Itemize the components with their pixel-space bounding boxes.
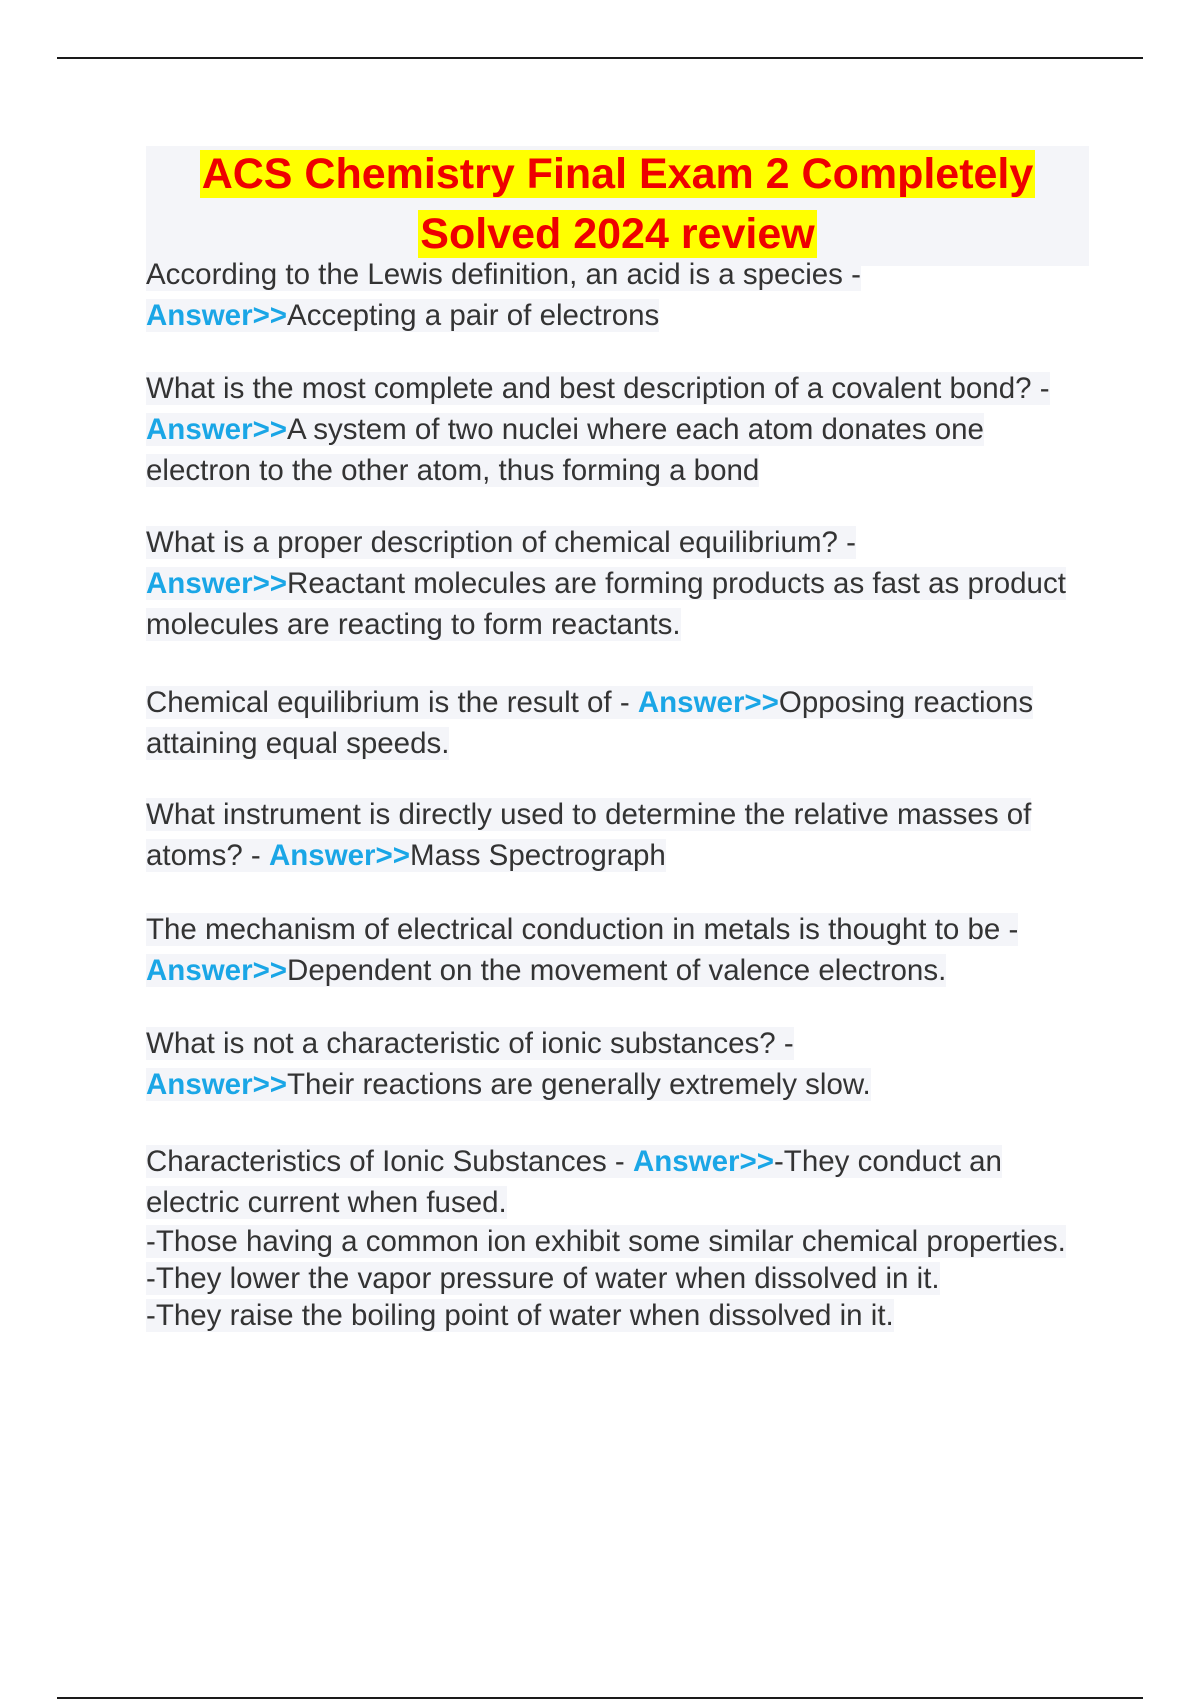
question-text: What is the most complete and best description of a covalent bond? - (146, 372, 1050, 405)
question-text: According to the Lewis definition, an acid is a species - (146, 258, 861, 291)
answer-marker: Answer>> (146, 299, 288, 332)
question-text: What instrument is directly used to determine the relative masses of atoms? - (146, 798, 1032, 872)
answer-marker: Answer>> (637, 686, 779, 719)
answer-extra-text: -They lower the vapor pressure of water when dissolved in it. (146, 1262, 940, 1295)
qa-list (146, 254, 1092, 1334)
answer-text: -They conduct an electric current when fused. (146, 1145, 1002, 1219)
answer-marker: Answer>> (146, 413, 288, 446)
question-text: What is not a characteristic of ionic substances? - (146, 1027, 794, 1060)
answer-text: Reactant molecules are forming products as fast as product molecules are reacting to form reactants. (146, 567, 1066, 641)
qa-first-line (146, 1141, 1092, 1223)
qa-item (146, 522, 1092, 645)
answer-text: Their reactions are generally extremely slow. (287, 1068, 871, 1101)
question-text: Characteristics of Ionic Substances - (146, 1145, 633, 1178)
answer-extra-text: -Those having a common ion exhibit some similar chemical properties. (146, 1225, 1066, 1258)
bottom-rule (57, 1697, 1143, 1699)
document-title-text: ACS Chemistry Final Exam 2 Completely Solved 2024 review (201, 150, 1034, 258)
answer-text: Mass Spectrograph (410, 839, 666, 872)
answer-text: Opposing reactions attaining equal speeds. (146, 686, 1034, 760)
question-text: What is a proper description of chemical equilibrium? - (146, 526, 856, 559)
answer-text: A system of two nuclei where each atom donates one electron to the other atom, thus forming a bond (146, 413, 984, 487)
answer-marker: Answer>> (146, 1068, 288, 1101)
qa-item (146, 1141, 1092, 1334)
answer-marker: Answer>> (632, 1145, 774, 1178)
answer-marker: Answer>> (146, 567, 288, 600)
question-text: The mechanism of electrical conduction in metals is thought to be - (146, 913, 1019, 946)
answer-extra-line (146, 1297, 1092, 1334)
answer-marker: Answer>> (268, 839, 410, 872)
answer-extra-line (146, 1260, 1092, 1297)
answer-marker: Answer>> (146, 954, 288, 987)
qa-item (146, 909, 1092, 991)
qa-item (146, 254, 1092, 336)
answer-extra-line (146, 1223, 1092, 1260)
answer-text: Accepting a pair of electrons (287, 299, 660, 332)
qa-item (146, 368, 1092, 491)
answer-extra-text: -They raise the boiling point of water when dissolved in it. (146, 1299, 894, 1332)
document-title (146, 146, 1089, 266)
top-rule (57, 57, 1143, 59)
qa-item (146, 1023, 1092, 1105)
answer-text: Dependent on the movement of valence electrons. (287, 954, 947, 987)
qa-item (146, 794, 1092, 876)
qa-item (146, 682, 1092, 764)
question-text: Chemical equilibrium is the result of - (146, 686, 638, 719)
